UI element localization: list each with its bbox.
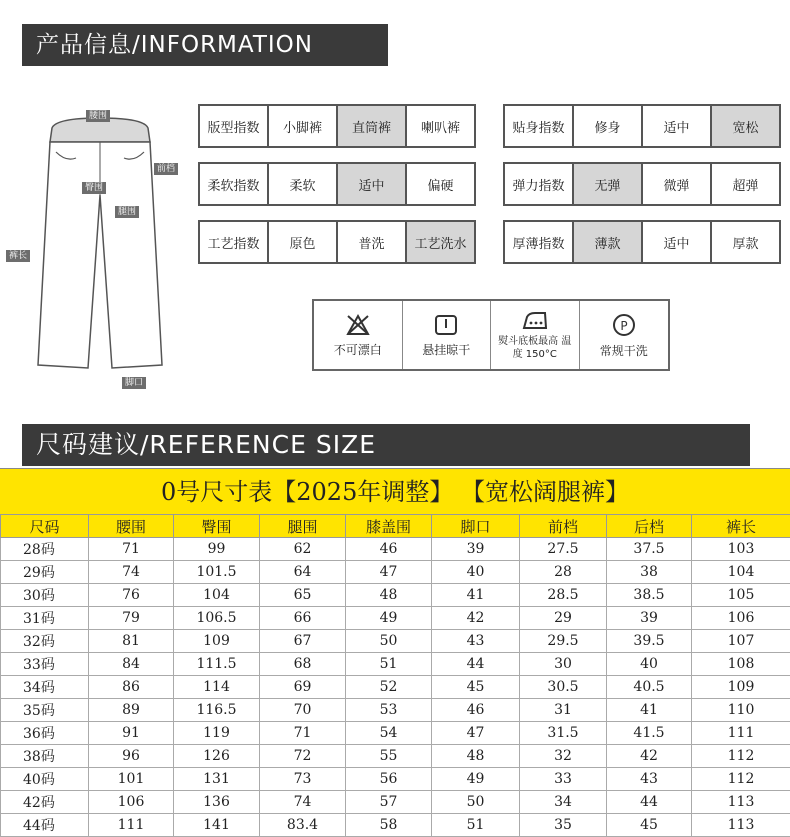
index-option: 小脚裤 [269,106,336,146]
measure-cell: 104 [692,561,790,584]
measure-cell: 38.5 [607,584,692,607]
index-body-fit [503,104,781,148]
measure-cell: 51 [432,814,520,837]
measure-cell: 58 [346,814,432,837]
measure-cell: 43 [432,630,520,653]
measure-cell: 32 [520,745,607,768]
table-row [1,584,790,607]
measure-cell: 66 [260,607,346,630]
label-hip: 臀围 [82,182,106,194]
measure-cell: 65 [260,584,346,607]
measure-cell: 53 [346,699,432,722]
measure-cell: 84 [89,653,174,676]
measure-cell: 96 [89,745,174,768]
measure-cell: 103 [692,538,790,561]
measure-cell: 131 [174,768,260,791]
index-option: 适中 [643,106,710,146]
measure-cell: 48 [346,584,432,607]
measure-cell: 76 [89,584,174,607]
measure-cell: 41 [432,584,520,607]
measure-cell: 45 [432,676,520,699]
measure-cell: 110 [692,699,790,722]
size-cell: 42码 [1,791,89,814]
measure-cell: 31 [520,699,607,722]
measure-cell: 116.5 [174,699,260,722]
measure-cell: 73 [260,768,346,791]
measure-cell: 44 [607,791,692,814]
measure-cell: 41.5 [607,722,692,745]
measure-cell: 40.5 [607,676,692,699]
measure-cell: 126 [174,745,260,768]
table-row [1,745,790,768]
care-instructions [312,299,670,371]
dry-clean-icon [611,312,637,338]
measure-cell: 136 [174,791,260,814]
measure-cell: 27.5 [520,538,607,561]
measure-cell: 40 [432,561,520,584]
measure-cell: 111 [692,722,790,745]
index-option: 柔软 [269,164,336,204]
measure-cell: 71 [260,722,346,745]
index-option: 原色 [269,222,336,262]
table-row [1,607,790,630]
size-cell: 34码 [1,676,89,699]
size-cell: 28码 [1,538,89,561]
measure-cell: 112 [692,745,790,768]
measure-cell: 113 [692,814,790,837]
measure-cell: 29 [520,607,607,630]
care-label: 悬挂晾干 [422,341,470,358]
table-header-row [1,515,790,538]
index-elasticity [503,162,781,206]
table-header-cell: 臀围 [174,515,260,538]
measure-cell: 39.5 [607,630,692,653]
measure-cell: 108 [692,653,790,676]
index-option: 超弹 [712,164,779,204]
measure-cell: 111 [89,814,174,837]
measure-cell: 70 [260,699,346,722]
care-iron [491,301,580,369]
measure-cell: 74 [89,561,174,584]
index-option: 修身 [574,106,641,146]
measure-cell: 28.5 [520,584,607,607]
size-banner: 尺码建议/REFERENCE SIZE [22,424,750,466]
size-cell: 31码 [1,607,89,630]
size-cell: 40码 [1,768,89,791]
measure-cell: 141 [174,814,260,837]
measure-cell: 119 [174,722,260,745]
hang-dry-icon [433,313,459,337]
size-cell: 29码 [1,561,89,584]
index-label: 弹力指数 [505,164,572,204]
index-thickness [503,220,781,264]
measure-cell: 81 [89,630,174,653]
measure-cell: 49 [432,768,520,791]
pants-diagram [0,100,200,400]
table-row [1,630,790,653]
measure-cell: 48 [432,745,520,768]
measure-cell: 91 [89,722,174,745]
measure-cell: 43 [607,768,692,791]
index-fit-type [198,104,476,148]
index-option: 喇叭裤 [407,106,474,146]
measure-cell: 86 [89,676,174,699]
size-table-title: 0号尺寸表【2025年调整】 【宽松阔腿裤】 [0,468,790,515]
measure-cell: 101.5 [174,561,260,584]
measure-cell: 114 [174,676,260,699]
table-header-cell: 腰围 [89,515,174,538]
table-row [1,791,790,814]
measure-cell: 79 [89,607,174,630]
measure-cell: 47 [432,722,520,745]
measure-cell: 57 [346,791,432,814]
measure-cell: 50 [432,791,520,814]
measure-cell: 56 [346,768,432,791]
measure-cell: 34 [520,791,607,814]
index-option: 无弹 [574,164,641,204]
label-front-rise: 前档 [154,163,178,175]
size-cell: 38码 [1,745,89,768]
no-bleach-icon [345,313,371,337]
measure-cell: 38 [607,561,692,584]
measure-cell: 68 [260,653,346,676]
measure-cell: 112 [692,768,790,791]
index-option: 偏硬 [407,164,474,204]
care-dry-clean [580,301,669,369]
table-header-cell: 后档 [607,515,692,538]
measure-cell: 106 [89,791,174,814]
index-label: 版型指数 [200,106,267,146]
measure-cell: 30.5 [520,676,607,699]
size-cell: 33码 [1,653,89,676]
index-option: 微弹 [643,164,710,204]
index-option: 厚款 [712,222,779,262]
measure-cell: 83.4 [260,814,346,837]
measure-cell: 69 [260,676,346,699]
measure-cell: 54 [346,722,432,745]
measure-cell: 30 [520,653,607,676]
measure-cell: 45 [607,814,692,837]
care-label: 不可漂白 [334,341,382,358]
index-label: 工艺指数 [200,222,267,262]
measure-cell: 50 [346,630,432,653]
measure-cell: 105 [692,584,790,607]
label-length: 裤长 [6,250,30,262]
measure-cell: 67 [260,630,346,653]
measure-cell: 72 [260,745,346,768]
index-softness [198,162,476,206]
size-cell: 35码 [1,699,89,722]
measure-cell: 46 [346,538,432,561]
care-no-bleach [314,301,403,369]
measure-cell: 46 [432,699,520,722]
index-option: 适中 [338,164,405,204]
measure-cell: 31.5 [520,722,607,745]
table-header-cell: 裤长 [692,515,790,538]
table-header-cell: 腿围 [260,515,346,538]
measure-cell: 104 [174,584,260,607]
care-label: 熨斗底板最高 温度 150°C [495,335,575,361]
size-cell: 36码 [1,722,89,745]
index-label: 厚薄指数 [505,222,572,262]
measure-cell: 37.5 [607,538,692,561]
measure-cell: 99 [174,538,260,561]
measure-cell: 35 [520,814,607,837]
index-option: 薄款 [574,222,641,262]
measure-cell: 109 [174,630,260,653]
table-header-cell: 膝盖围 [346,515,432,538]
measure-cell: 106 [692,607,790,630]
measure-cell: 41 [607,699,692,722]
table-header-cell: 脚口 [432,515,520,538]
care-hang-dry [403,301,492,369]
measure-cell: 42 [607,745,692,768]
measure-cell: 51 [346,653,432,676]
measure-cell: 113 [692,791,790,814]
size-table [0,514,790,837]
index-craft [198,220,476,264]
measure-cell: 33 [520,768,607,791]
index-label: 贴身指数 [505,106,572,146]
measure-cell: 29.5 [520,630,607,653]
svg-text:P: P [620,319,627,333]
measure-cell: 42 [432,607,520,630]
size-cell: 44码 [1,814,89,837]
measure-cell: 109 [692,676,790,699]
measure-cell: 62 [260,538,346,561]
measure-cell: 44 [432,653,520,676]
table-header-cell: 前档 [520,515,607,538]
index-label: 柔软指数 [200,164,267,204]
measure-cell: 111.5 [174,653,260,676]
iron-icon [521,309,549,331]
measure-cell: 64 [260,561,346,584]
measure-cell: 106.5 [174,607,260,630]
table-header-cell: 尺码 [1,515,89,538]
care-label: 常规干洗 [600,342,648,359]
label-waist: 腰围 [86,110,110,122]
measure-cell: 40 [607,653,692,676]
measure-cell: 49 [346,607,432,630]
measure-cell: 39 [432,538,520,561]
measure-cell: 52 [346,676,432,699]
measure-cell: 28 [520,561,607,584]
index-option: 适中 [643,222,710,262]
label-hem: 脚口 [122,377,146,389]
index-option: 直筒裤 [338,106,405,146]
table-row [1,768,790,791]
measure-cell: 101 [89,768,174,791]
index-option: 工艺洗水 [407,222,474,262]
table-row [1,699,790,722]
table-row [1,676,790,699]
index-option: 宽松 [712,106,779,146]
measure-cell: 74 [260,791,346,814]
measure-cell: 39 [607,607,692,630]
table-row [1,814,790,837]
measure-cell: 71 [89,538,174,561]
measure-cell: 107 [692,630,790,653]
table-row [1,653,790,676]
index-option: 普洗 [338,222,405,262]
measure-cell: 55 [346,745,432,768]
table-row [1,538,790,561]
table-row [1,561,790,584]
measure-cell: 47 [346,561,432,584]
info-banner: 产品信息/INFORMATION [22,24,388,66]
table-row [1,722,790,745]
size-cell: 30码 [1,584,89,607]
measure-cell: 89 [89,699,174,722]
size-cell: 32码 [1,630,89,653]
label-thigh: 腿围 [115,206,139,218]
